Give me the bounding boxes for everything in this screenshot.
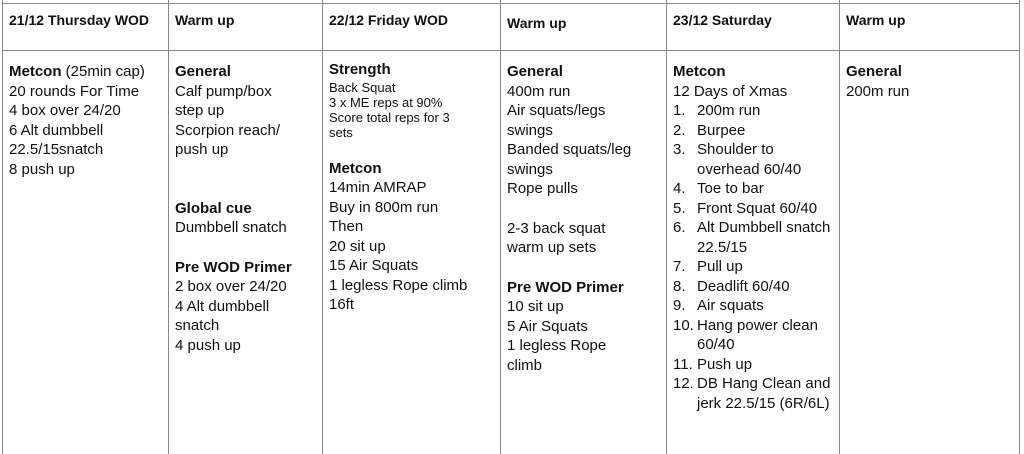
- line: 4 box over 24/20: [9, 102, 121, 119]
- list-item: 2. Burpee: [673, 121, 746, 139]
- list-item: 12. DB Hang Clean and jerk 22.5/15 (6R/6L): [673, 375, 831, 412]
- table-top-border: [2, 3, 1020, 4]
- column-divider: [168, 0, 169, 454]
- friday-wod-cell: [329, 60, 497, 315]
- list-item: 6. Alt Dumbbell snatch 22.5/15: [673, 219, 831, 256]
- list-item: 7. Pull up: [673, 258, 743, 275]
- line: 400m run: [507, 82, 571, 100]
- line: 2 box over 24/20: [175, 278, 287, 295]
- header-thursday-wod: 21/12 Thursday WOD: [9, 12, 150, 28]
- line: 4 Alt dumbbell: [175, 297, 270, 315]
- column-divider: [500, 0, 501, 454]
- column-divider: [2, 0, 3, 454]
- line: sets: [329, 124, 353, 140]
- column-divider: [1019, 0, 1020, 454]
- list-item: 11. Push up: [673, 355, 753, 373]
- line: Banded squats/leg: [507, 141, 632, 158]
- global-cue-heading: Global cue: [175, 199, 252, 217]
- list-item: 10. Hang power clean 60/40: [673, 316, 818, 353]
- line: Then: [329, 218, 364, 235]
- line: 4 push up: [175, 336, 241, 354]
- metcon-heading: Metcon (25min cap): [9, 63, 145, 80]
- thursday-warmup-cell: [175, 62, 320, 355]
- line: warm up sets: [507, 239, 597, 256]
- list-item: 4. Toe to bar: [673, 180, 764, 197]
- list-item: 1. 200m run: [673, 102, 761, 119]
- strength-heading: Strength: [329, 61, 391, 78]
- general-heading: General: [507, 63, 563, 80]
- line: Buy in 800m run: [329, 198, 439, 216]
- pre-wod-primer-heading: Pre WOD Primer: [507, 278, 624, 296]
- line: swings: [507, 121, 553, 139]
- line: 5 Air Squats: [507, 317, 588, 335]
- line: 1 legless Rope climb: [329, 276, 468, 294]
- line: 10 sit up: [507, 298, 564, 315]
- line: 20 rounds For Time: [9, 82, 140, 100]
- line: Air squats/legs: [507, 102, 606, 119]
- line: 8 push up: [9, 160, 75, 178]
- pre-wod-primer-heading: Pre WOD Primer: [175, 258, 292, 276]
- column-divider: [839, 0, 840, 454]
- line: climb: [507, 356, 543, 374]
- line: 1 legless Rope: [507, 337, 607, 354]
- line: 3 x ME reps at 90%: [329, 94, 443, 110]
- line: 20 sit up: [329, 237, 386, 255]
- thursday-wod-cell: [9, 62, 165, 179]
- line: 15 Air Squats: [329, 257, 419, 274]
- general-heading: General: [175, 63, 231, 80]
- line: Dumbbell snatch: [175, 219, 287, 236]
- header-warm-up: Warm up: [175, 12, 235, 28]
- saturday-warmup-cell: [846, 62, 1016, 101]
- column-divider: [666, 0, 667, 454]
- column-divider: [322, 0, 323, 454]
- header-saturday: 23/12 Saturday: [673, 12, 772, 28]
- line: 16ft: [329, 296, 355, 313]
- line: Scorpion reach/: [175, 121, 281, 139]
- metcon-heading: Metcon: [329, 159, 382, 177]
- line: 22.5/15snatch: [9, 141, 104, 158]
- header-warm-up: Warm up: [846, 12, 906, 28]
- list-item: 5. Front Squat 60/40: [673, 199, 818, 217]
- header-warm-up: Warm up: [507, 15, 567, 31]
- line: Rope pulls: [507, 180, 578, 197]
- saturday-wod-cell: [673, 62, 833, 413]
- subtitle: 12 Days of Xmas: [673, 82, 788, 100]
- list-item: 8. Deadlift 60/40: [673, 277, 790, 295]
- general-heading: General: [846, 63, 902, 80]
- line: 200m run: [846, 82, 910, 100]
- friday-warmup-cell: [507, 62, 663, 375]
- line: 6 Alt dumbbell: [9, 121, 104, 139]
- metcon-heading: Metcon: [673, 63, 726, 80]
- line: step up: [175, 102, 225, 119]
- line: Score total reps for 3: [329, 109, 450, 125]
- line: snatch: [175, 317, 220, 334]
- header-friday-wod: 22/12 Friday WOD: [329, 12, 449, 28]
- exercise-list: [673, 101, 833, 413]
- line: Calf pump/box: [175, 82, 272, 100]
- header-row-divider: [2, 50, 1020, 51]
- list-item: 9. Air squats: [673, 297, 764, 314]
- line: Back Squat: [329, 79, 396, 95]
- line: push up: [175, 141, 229, 158]
- line: swings: [507, 160, 553, 178]
- list-item: 3. Shoulder to overhead 60/40: [673, 141, 802, 178]
- line: 14min AMRAP: [329, 179, 427, 196]
- line: 2-3 back squat: [507, 219, 606, 237]
